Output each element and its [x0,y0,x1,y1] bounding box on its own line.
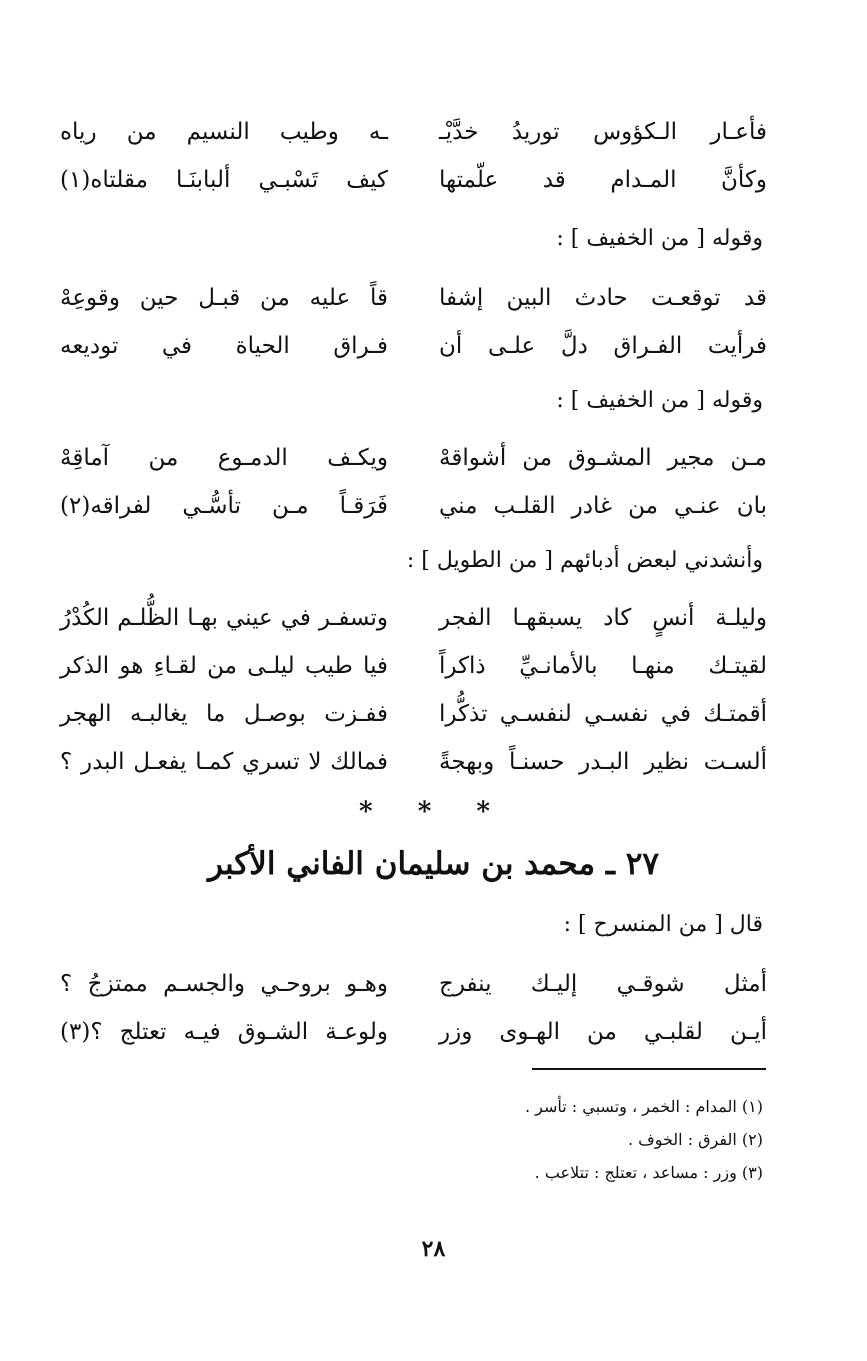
verse-line [60,108,767,156]
verse-block-1 [60,108,767,204]
first-hemistich: فرأيت الفـراق دلَّ علـى أن [439,333,767,359]
poem-intro: وأنشدني لبعض أدبائهم [ من الطويل ] : [406,548,763,573]
first-hemistich: وكأنَّ المـدام قد علّمتها [439,167,767,193]
verse-line [60,690,767,738]
first-hemistich: قد توقعـت حادث البين إشفا [439,285,767,311]
second-hemistich: وتسفـر في عيني بهـا الظُّلـم الكُدْرُ [60,605,388,631]
page-number: ٢٨ [421,1236,446,1262]
second-hemistich: ويكـف الدمـوع من آماقِهْ [60,445,388,471]
second-hemistich: فَرَقـاً مـن تأسُّـي لفراقه(٢) [60,493,388,519]
second-hemistich: قاً عليه من قبـل حين وقوعِهْ [60,285,388,311]
second-hemistich: فيا طيب ليلـى من لقـاءِ هو الذكر [60,653,388,679]
second-hemistich: ففـزت بوصـل ما يغالبـه الهجر [60,701,388,727]
first-hemistich: أمثل شوقـي إليـك ينفرج [439,971,767,997]
verse-block-3 [60,434,767,530]
second-hemistich: ـه وطيب النسيم من رياه [60,119,388,145]
first-hemistich: لقيتـك منهـا بالأمانـيِّ ذاكراً [439,653,767,679]
first-hemistich: بان عنـي من غادر القلـب مني [439,493,767,519]
verse-line [60,156,767,204]
footnote-3: (٣) وزر : مساعد ، تعتلج : تتلاعب . [534,1163,763,1182]
verse-line [60,434,767,482]
footnotes [163,1090,763,1189]
verse-line [60,594,767,642]
poem-intro: قال [ من المنسرح ] : [563,912,763,937]
second-hemistich: فمالك لا تسري كمـا يفعـل البدر ؟ [60,749,388,775]
verse-line [60,738,767,786]
verse-block-4 [60,594,767,786]
first-hemistich: ألسـت نظير البـدر حسنـاً وبهجةً [439,749,767,775]
verse-block-2 [60,274,767,370]
second-hemistich: ولوعـة الشـوق فيـه تعتلج ؟(٣) [60,1019,388,1045]
verse-line [60,482,767,530]
verse-block-5 [60,960,767,1056]
second-hemistich: وهـو بروحـي والجسـم ممتزجُ ؟ [60,971,388,997]
first-hemistich: فأعـار الـكؤوس توريدُ خدَّيْـ [439,119,767,145]
footnote-2: (٢) الفرق : الخوف . [627,1130,763,1149]
second-hemistich: فـراق الحياة في توديعه [60,333,388,359]
verse-line [60,642,767,690]
poem-intro: وقوله [ من الخفيف ] : [556,226,763,251]
first-hemistich: مـن مجير المشـوق من أشواقهْ [439,445,767,471]
verse-line [60,322,767,370]
poet-heading: ٢٧ ـ محمد بن سليمان الفاني الأكبر [207,846,660,882]
first-hemistich: وليلـة أنسٍ كاد يسبقهـا الفجر [439,605,767,631]
section-separator: * * * [359,797,508,827]
first-hemistich: أيـن لقلبـي من الهـوى وزر [439,1019,767,1045]
verse-line [60,1008,767,1056]
verse-line [60,960,767,1008]
footnote-1: (١) المدام : الخمر ، وتسبي : تأسر . [524,1097,763,1116]
first-hemistich: أقمتـك في نفسـي لنفسـي تذكُّرا [439,701,767,727]
verse-line [60,274,767,322]
footnote-divider [532,1068,766,1070]
poem-intro: وقوله [ من الخفيف ] : [556,388,763,413]
second-hemistich: كيف تَسْبـي ألبابنَـا مقلتاه(١) [60,167,388,193]
